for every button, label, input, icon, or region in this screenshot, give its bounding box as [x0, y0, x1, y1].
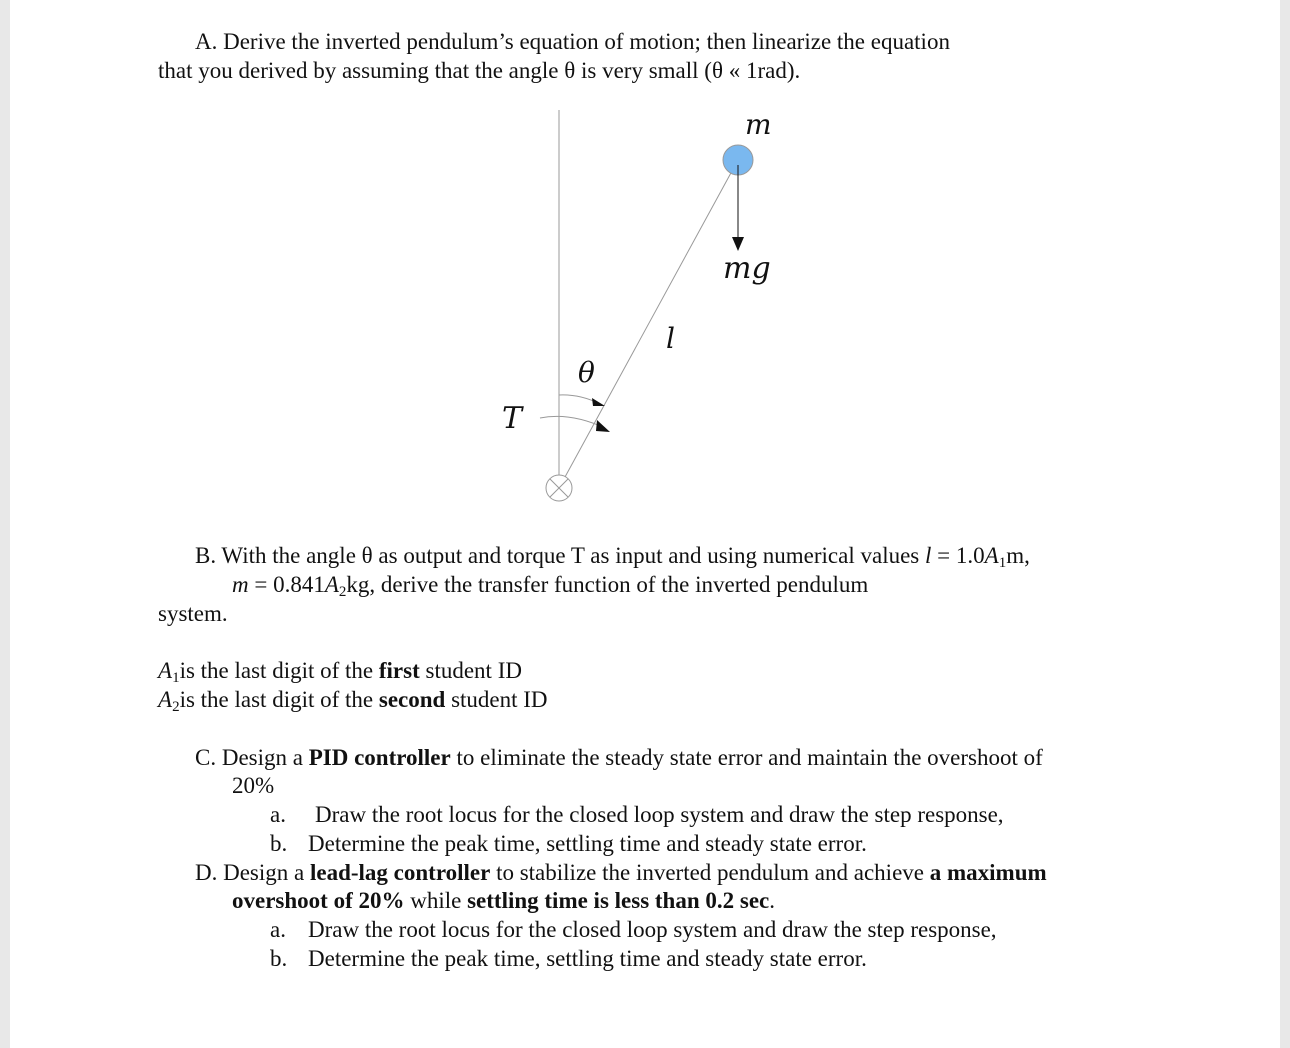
pendulum-rod [559, 160, 738, 488]
part-d-item-b: Determine the peak time, settling time and steady state error. [308, 946, 867, 971]
part-a-line-1: A. Derive the inverted pendulum’s equation of motion; then linearize the equation [195, 29, 950, 54]
torque-label: T [502, 401, 523, 436]
a1-def-bold: first [378, 658, 420, 683]
a1-def-prefix: is the last digit of the [179, 658, 379, 683]
angle-arrow-head [592, 398, 605, 406]
a2-def-suffix: student ID [445, 687, 548, 712]
part-c-prefix: C. Design a [195, 745, 309, 770]
a2-def-subscript: 2 [172, 699, 180, 715]
a1-definition [158, 657, 522, 685]
a2-symbol: A [324, 572, 339, 597]
part-d-prefix: D. Design a [195, 860, 310, 885]
part-d-bold-3: overshoot of 20% [232, 888, 405, 913]
part-b-line-1 [195, 542, 1030, 570]
part-c-item-b-marker: b. [270, 831, 288, 856]
document-page [10, 0, 1280, 1048]
part-c-item-b: Determine the peak time, settling time and steady state error. [308, 831, 867, 856]
part-d-line-2 [232, 887, 775, 915]
part-c-line-2: 20% [232, 773, 275, 798]
part-d-bold-1: lead-lag controller [309, 860, 491, 885]
mass-label: m [745, 108, 772, 141]
torque-arrow-head [596, 420, 610, 432]
weight-label: mg [723, 251, 771, 286]
part-b-prefix: B. With the angle θ as output and torque T as input and using numerical values [195, 543, 925, 568]
a2-subscript: 2 [338, 584, 347, 600]
part-d-item-a: Draw the root locus for the closed loop system and draw the step response, [308, 917, 997, 942]
part-d-item-b-marker: b. [270, 946, 288, 971]
length-label: l [666, 322, 675, 355]
part-d-mid: to stabilize the inverted pendulum and achieve [490, 860, 930, 885]
a2-def-symbol: A [158, 687, 173, 712]
part-c-line-1 [195, 744, 1043, 772]
length-unit: m, [1006, 543, 1030, 568]
part-c-item-a-marker: a. [270, 802, 286, 827]
length-symbol: l [925, 543, 932, 568]
part-b-line-2 [232, 571, 868, 599]
a2-def-bold: second [378, 687, 446, 712]
part-b-line-3: system. [158, 601, 228, 626]
part-d-item-a-marker: a. [270, 917, 286, 942]
part-d-bold-2: a maximum [929, 860, 1047, 885]
part-c-item-a: Draw the root locus for the closed loop system and draw the step response, [315, 802, 1004, 827]
a2-definition [158, 686, 548, 714]
part-a-line-2: that you derived by assuming that the angle θ is very small (θ « 1rad). [158, 58, 801, 83]
mass-unit-text: kg, derive the transfer function of the inverted pendulum [346, 572, 869, 597]
mass-symbol: m [232, 572, 249, 597]
angle-label: θ [578, 356, 595, 389]
part-d-line-1 [195, 859, 1047, 887]
a1-subscript: 1 [998, 555, 1007, 571]
part-d-mid-2: while [404, 888, 468, 913]
mass-value: = 0.841 [248, 572, 325, 597]
length-value: = 1.0 [931, 543, 985, 568]
part-d-end: . [769, 888, 776, 913]
a1-def-subscript: 1 [172, 670, 180, 686]
part-c-suffix: to eliminate the steady state error and maintain the overshoot of [450, 745, 1043, 770]
part-c-bold: PID controller [308, 745, 451, 770]
pendulum-diagram [10, 0, 1280, 520]
a1-def-suffix: student ID [419, 658, 522, 683]
gravity-arrow-head [732, 237, 744, 251]
a1-symbol: A [984, 543, 999, 568]
a2-def-prefix: is the last digit of the [179, 687, 379, 712]
a1-def-symbol: A [158, 658, 173, 683]
part-d-bold-4: settling time is less than 0.2 sec [467, 888, 770, 913]
